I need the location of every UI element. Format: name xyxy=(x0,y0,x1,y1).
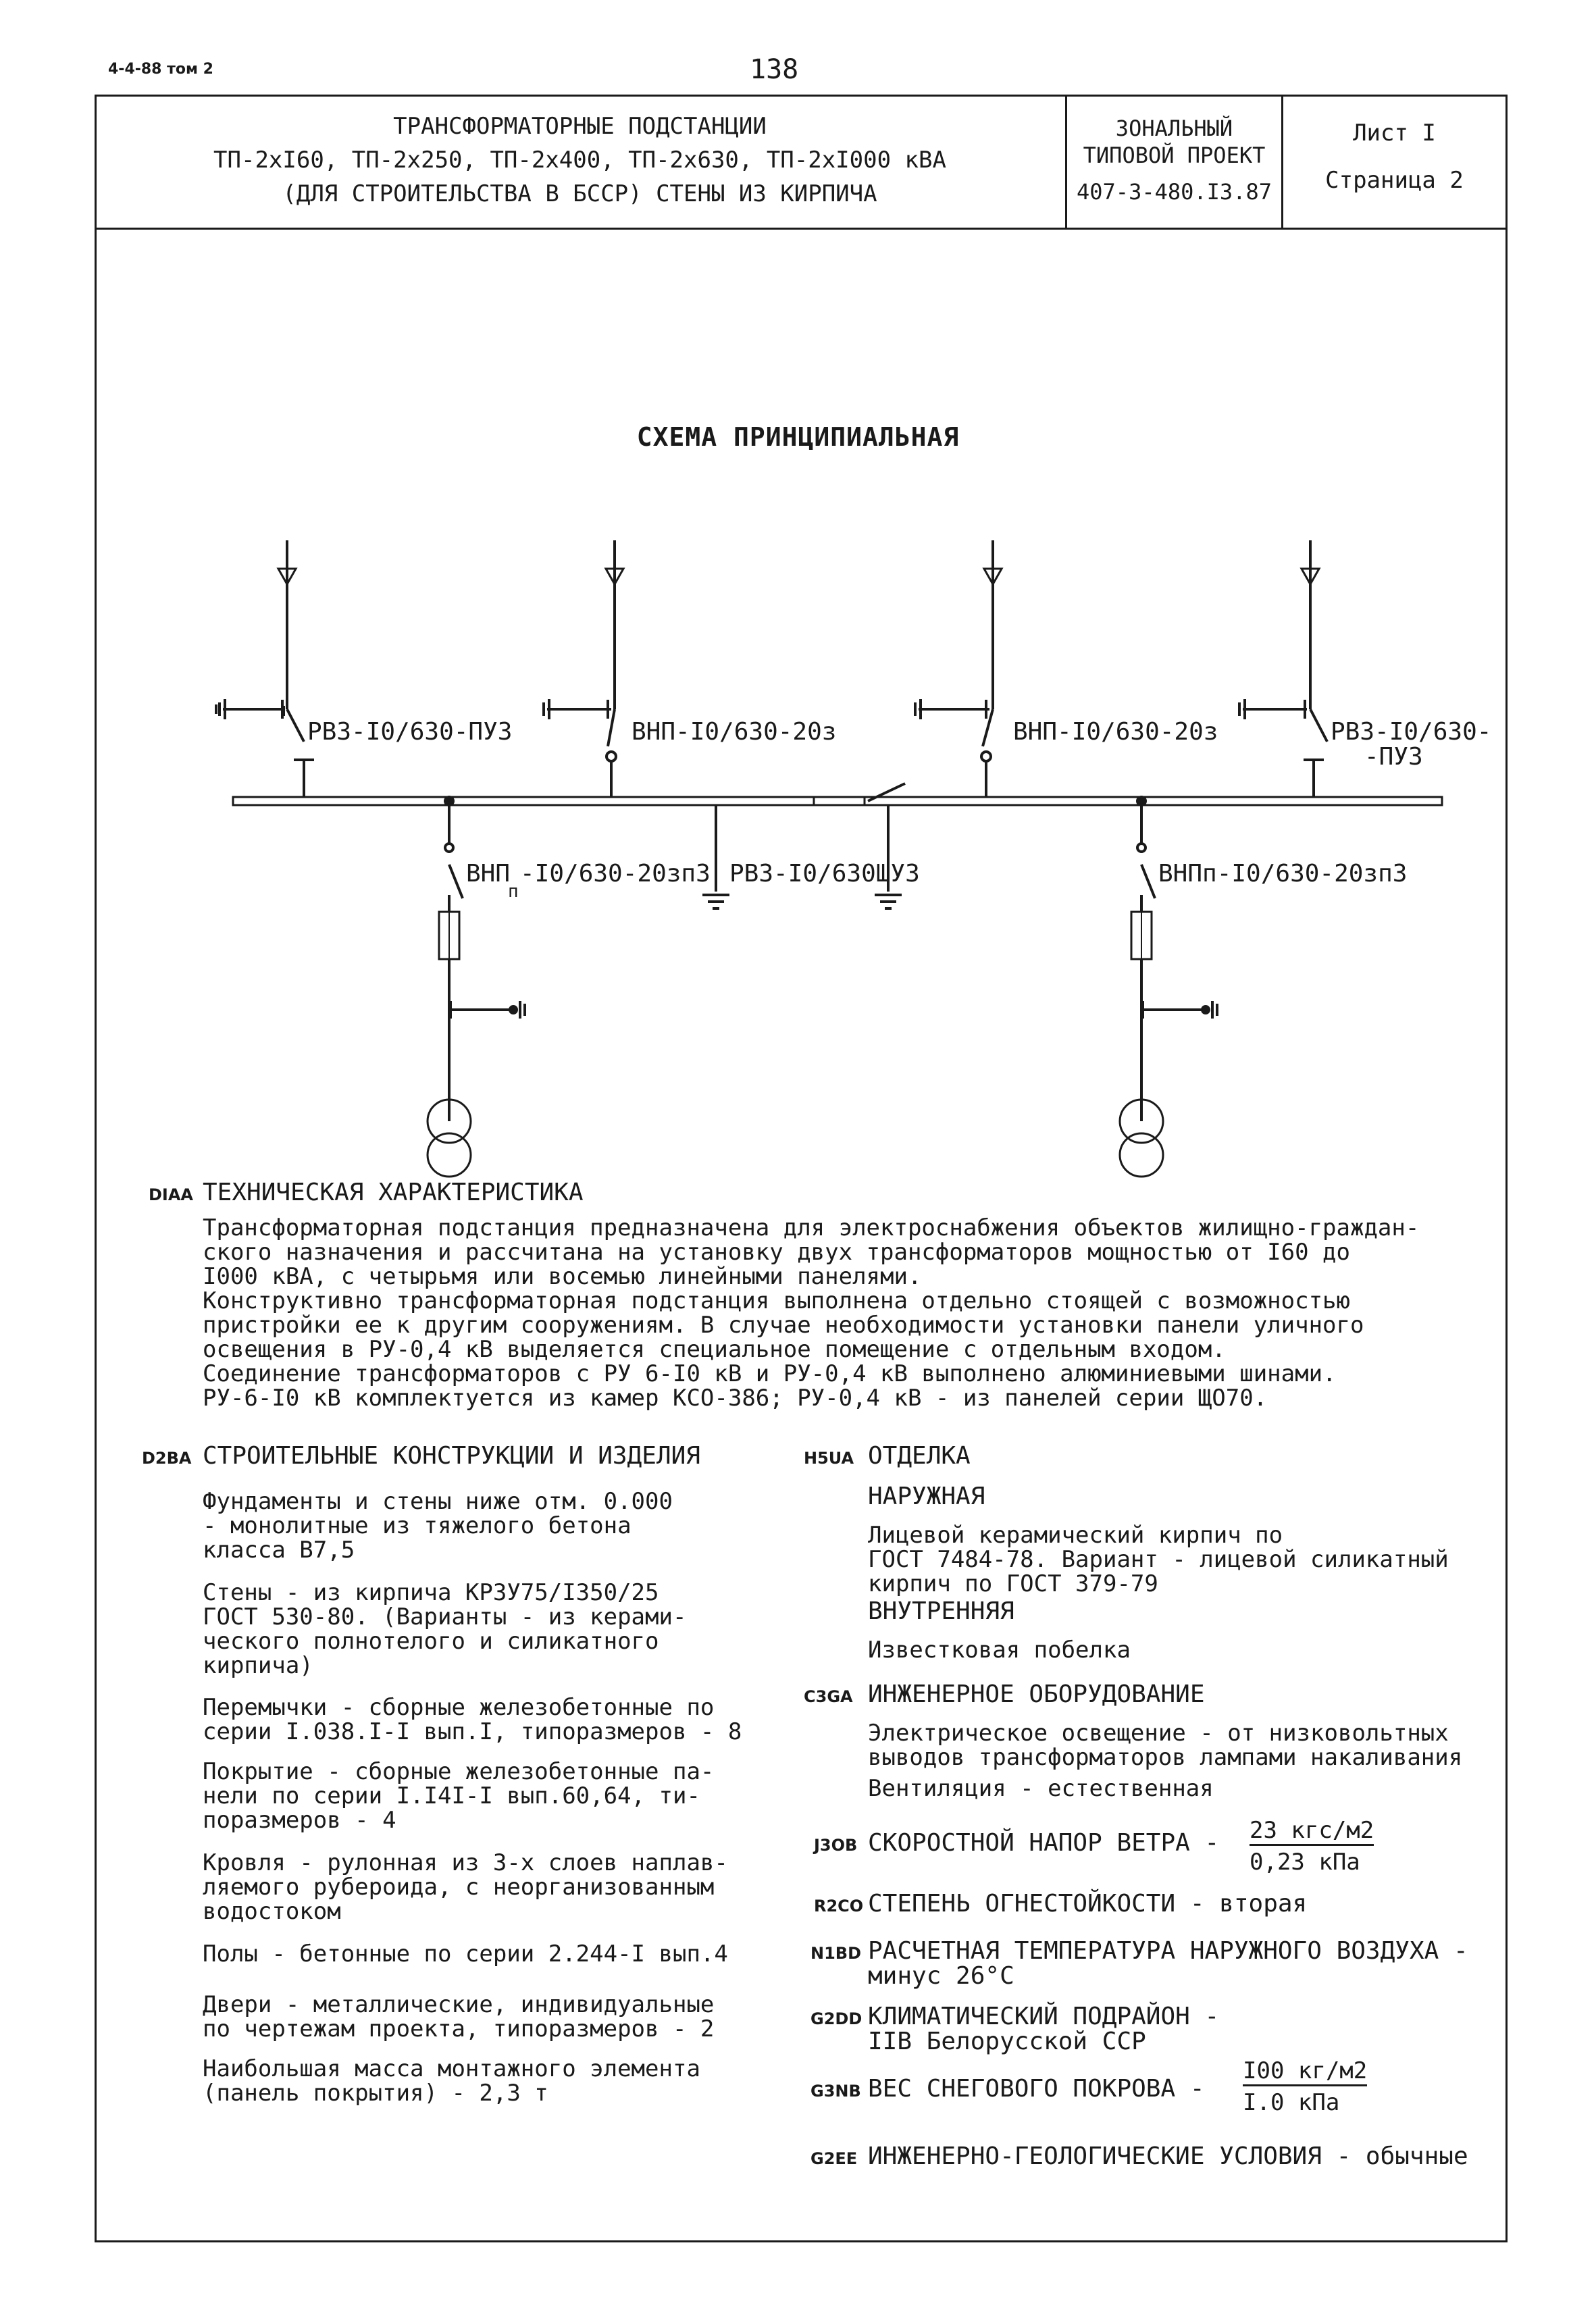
construction-line: поразмеров - 4 xyxy=(203,1807,396,1834)
equipment-text xyxy=(868,1721,1503,1770)
climate-line-2: IIВ Белорусской ССР xyxy=(868,2028,1146,2055)
finish-inner-title: ВНУТРЕННЯЯ xyxy=(868,1597,1014,1625)
feeder-1 xyxy=(216,540,314,797)
page-label: Страница 2 xyxy=(1325,167,1464,194)
label-lb3: ВНПп-I0/630-20зп3 xyxy=(1158,860,1408,888)
temp-line-2: минус 26°С xyxy=(868,1962,1014,1990)
label-lb2: РВЗ-I0/630ШУЗ xyxy=(729,860,920,888)
tech-line: Трансформаторная подстанция предназначена для электроснабжения объектов жилищно-граждан- xyxy=(203,1214,1420,1241)
tech-line: I000 кВА, с четырьмя или восемью линейными панелями. xyxy=(203,1263,922,1290)
construction-line: ГОСТ 530-80. (Варианты - из керами- xyxy=(203,1603,687,1630)
finish-outer-line: кирпич по ГОСТ 379-79 xyxy=(868,1570,1158,1597)
finish-outer-line: ГОСТ 7484-78. Вариант - лицевой силикатный xyxy=(868,1546,1449,1573)
busbar-right xyxy=(814,797,1442,805)
temp-code: N1BD xyxy=(810,1944,861,1963)
construction-line: кирпича) xyxy=(203,1652,313,1679)
busbar-left xyxy=(233,797,865,805)
circuit-diagram xyxy=(95,513,1492,1189)
arrester-left xyxy=(702,805,729,908)
finish-outer-line: Лицевой керамический кирпич по xyxy=(868,1522,1283,1549)
wind-value xyxy=(1250,1818,1374,1874)
title-project xyxy=(1067,95,1283,228)
wind-value-top: 23 кгс/м2 xyxy=(1250,1818,1374,1846)
construction-line: водостоком xyxy=(203,1898,341,1925)
construction-line: Кровля - рулонная из 3-х слоев наплав- xyxy=(203,1849,728,1876)
equipment-code: C3GA xyxy=(804,1687,853,1706)
left-switch-blade xyxy=(449,865,463,898)
title-block xyxy=(95,95,1508,230)
construction-block-3 xyxy=(203,1695,797,1744)
left-transformer-winding-2 xyxy=(428,1133,471,1177)
left-branch-node xyxy=(445,844,453,852)
construction-line: Фундаменты и стены ниже отм. 0.000 xyxy=(203,1488,673,1515)
feeder-4 xyxy=(1239,540,1327,797)
title-line-2: ТП-2хI60, ТП-2х250, ТП-2х400, ТП-2х630, ТП-2хI000 кВА xyxy=(213,147,946,174)
construction-line: Перемычки - сборные железобетонные по xyxy=(203,1694,715,1721)
title-main xyxy=(95,95,1067,228)
feeder-2 xyxy=(544,540,623,797)
geo-code: G2EE xyxy=(810,2149,858,2168)
title-line-3: (ДЛЯ СТРОИТЕЛЬСТВА В БССР) СТЕНЫ ИЗ КИРПИЧА xyxy=(282,180,877,207)
finish-outer-text xyxy=(868,1523,1503,1596)
feeder-3-switch-blade xyxy=(983,709,993,746)
tech-line: ского назначения и рассчитана на установку двух трансформаторов мощностью от I60 до xyxy=(203,1239,1350,1266)
tech-line: освещения в РУ-0,4 кВ выделяется специальное помещение с отдельным входом. xyxy=(203,1336,1226,1363)
title-sheet xyxy=(1283,95,1505,228)
construction-line: (панель покрытия) - 2,3 т xyxy=(203,2080,548,2107)
bus-node-2 xyxy=(1137,797,1145,805)
feeder-4-switch-blade xyxy=(1310,709,1327,742)
project-code: 407-3-480.I3.87 xyxy=(1077,179,1272,205)
construction-line: Полы - бетонные по серии 2.244-I вып.4 xyxy=(203,1940,728,1968)
temp-line-1: РАСЧЕТНАЯ ТЕМПЕРАТУРА НАРУЖНОГО ВОЗДУХА - xyxy=(868,1937,1468,1965)
tech-text xyxy=(203,1216,1486,1410)
construction-block-4 xyxy=(203,1759,797,1832)
tech-heading: ТЕХНИЧЕСКАЯ ХАРАКТЕРИСТИКА xyxy=(203,1179,584,1206)
feeder-2-fuse-node xyxy=(607,752,616,761)
label-ws1: РВЗ-I0/630-ПУЗ xyxy=(307,718,513,746)
equipment-line: Электрическое освещение - от низковольтных xyxy=(868,1720,1449,1747)
climate-line-1: КЛИМАТИЧЕСКИЙ ПОДРАЙОН - xyxy=(868,2003,1220,2030)
equipment-vent: Вентиляция - естественная xyxy=(868,1775,1214,1802)
snow-code: G3NB xyxy=(810,2082,861,2101)
feeder-1-switch-blade xyxy=(287,709,304,742)
construction-line: Наибольшая масса монтажного элемента xyxy=(203,2055,700,2082)
construction-block-8 xyxy=(203,2057,797,2105)
construction-block-7 xyxy=(203,1992,797,2041)
bus-node-1 xyxy=(445,797,453,805)
feeder-3-fuse-node xyxy=(981,752,991,761)
finish-outer-title: НАРУЖНАЯ xyxy=(868,1483,985,1510)
tech-line: Соединение трансформаторов с РУ 6-I0 кВ и РУ-0,4 кВ выполнено алюминиевыми шинами. xyxy=(203,1360,1337,1387)
construction-line: класса В7,5 xyxy=(203,1537,355,1564)
construction-block-6 xyxy=(203,1942,797,1966)
label-lb1-main: ВНП xyxy=(466,860,511,888)
construction-line: ческого полнотелого и силикатного xyxy=(203,1628,659,1655)
climate-code: G2DD xyxy=(810,2009,863,2028)
label-lb1-sub: п xyxy=(508,881,519,902)
schema-title: СХЕМА ПРИНЦИПИАЛЬНАЯ xyxy=(636,422,960,452)
bus-tie-switch xyxy=(868,783,905,801)
snow-value xyxy=(1243,2059,1367,2115)
construction-code: D2BA xyxy=(142,1449,192,1468)
right-branch-node xyxy=(1137,844,1145,852)
label-ws4-b: -ПУЗ xyxy=(1364,743,1423,771)
snow-value-top: I00 кг/м2 xyxy=(1243,2059,1367,2086)
fire-code: R2CO xyxy=(814,1897,864,1916)
construction-line: нели по серии I.I4I-I вып.60,64, ти- xyxy=(203,1782,700,1809)
label-ws2: ВНП-I0/630-20з xyxy=(632,718,837,746)
construction-line: - монолитные из тяжелого бетона xyxy=(203,1512,632,1539)
right-earth-node xyxy=(1202,1006,1209,1013)
snow-value-bottom: I.0 кПа xyxy=(1243,2089,1340,2116)
finish-code: H5UA xyxy=(804,1449,854,1468)
construction-block-1 xyxy=(203,1489,797,1562)
right-switch-blade xyxy=(1141,865,1155,898)
wind-value-bottom: 0,23 кПа xyxy=(1250,1849,1360,1876)
equipment-heading: ИНЖЕНЕРНОЕ ОБОРУДОВАНИЕ xyxy=(868,1680,1205,1708)
construction-line: Двери - металлические, индивидуальные xyxy=(203,1991,715,2018)
document-reference: 4-4-88 том 2 xyxy=(108,61,213,78)
construction-line: Стены - из кирпича КРЗУ75/I350/25 xyxy=(203,1579,659,1606)
fire-label: СТЕПЕНЬ ОГНЕСТОЙКОСТИ - вторая xyxy=(868,1890,1308,1918)
title-line-1: ТРАНСФОРМАТОРНЫЕ ПОДСТАНЦИИ xyxy=(393,113,767,140)
tech-line: Конструктивно трансформаторная подстанция выполнена отдельно стоящей с возможностью xyxy=(203,1287,1350,1314)
arrester-right xyxy=(875,805,902,908)
finish-inner-text: Известковая побелка xyxy=(868,1637,1131,1664)
sheet-number: Лист I xyxy=(1353,120,1436,147)
feeder-3 xyxy=(915,540,1002,797)
construction-line: ляемого рубероида, с неорганизованным xyxy=(203,1874,715,1901)
label-lb1-rest: -I0/630-20зп3 xyxy=(520,860,711,888)
right-transformer-winding-2 xyxy=(1120,1133,1163,1177)
construction-block-2 xyxy=(203,1580,797,1678)
tech-line: РУ-6-I0 кВ комплектуется из камер КСО-386; РУ-0,4 кВ - из панелей серии ЩО70. xyxy=(203,1385,1268,1412)
geo-label: ИНЖЕНЕРНО-ГЕОЛОГИЧЕСКИЕ УСЛОВИЯ - обычные xyxy=(868,2142,1468,2170)
label-ws3: ВНП-I0/630-20з xyxy=(1013,718,1218,746)
snow-label: ВЕС СНЕГОВОГО ПОКРОВА - xyxy=(868,2075,1205,2103)
construction-line: серии I.038.I-I вып.I, типоразмеров - 8 xyxy=(203,1718,742,1745)
project-line-2: ТИПОВОЙ ПРОЕКТ xyxy=(1083,143,1266,168)
project-line-1: ЗОНАЛЬНЫЙ xyxy=(1115,115,1233,141)
tech-code: DIAA xyxy=(149,1185,193,1204)
construction-line: Покрытие - сборные железобетонные па- xyxy=(203,1758,715,1785)
equipment-line: выводов трансформаторов лампами накаливания xyxy=(868,1744,1463,1771)
left-earth-node xyxy=(510,1006,517,1013)
construction-line: по чертежам проекта, типоразмеров - 2 xyxy=(203,2015,715,2042)
construction-block-5 xyxy=(203,1851,797,1924)
page-number: 138 xyxy=(750,54,799,85)
construction-heading: СТРОИТЕЛЬНЫЕ КОНСТРУКЦИИ И ИЗДЕЛИЯ xyxy=(203,1442,700,1470)
label-ws4-a: РВЗ-I0/630- xyxy=(1331,718,1492,746)
wind-label: СКОРОСТНОЙ НАПОР ВЕТРА - xyxy=(868,1829,1220,1857)
wind-code: J3OB xyxy=(814,1836,858,1855)
tech-line: пристройки ее к другим сооружениям. В случае необходимости установки панели уличного xyxy=(203,1312,1364,1339)
finish-heading: ОТДЕЛКА xyxy=(868,1442,971,1470)
